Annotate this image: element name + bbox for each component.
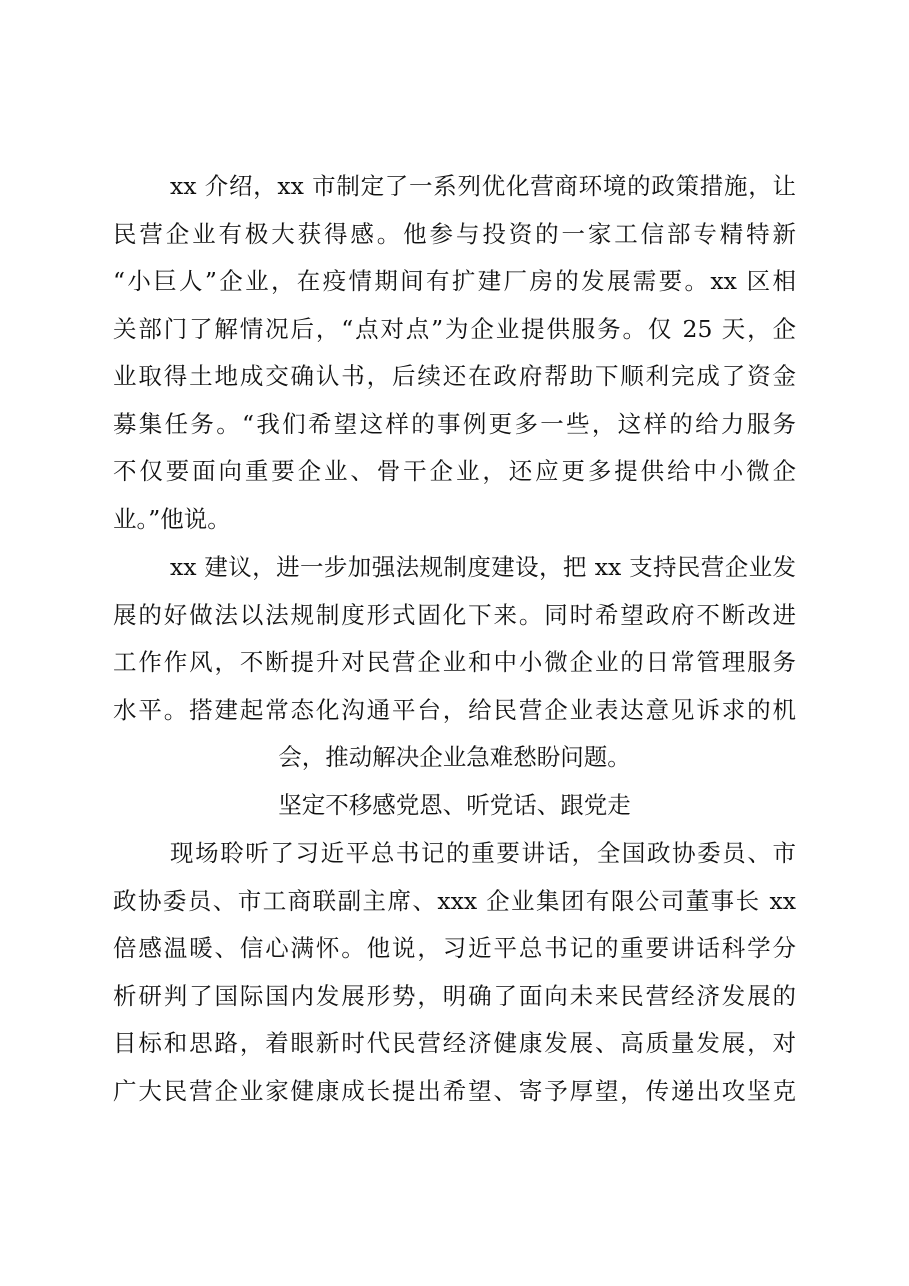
paragraph-3-line-2: 政协委员、市工商联副主席、xxx 企业集团有限公司董事长 xx bbox=[113, 887, 796, 915]
paragraph-1-line-6: 募集任务。“我们希望这样的事例更多一些，这样的给力服务 bbox=[113, 410, 796, 438]
paragraph-1-line-2: 民营企业有极大获得感。他参与投资的一家工信部专精特新 bbox=[113, 220, 796, 248]
paragraph-3-line-1: 现场聆听了习近平总书记的重要讲话，全国政协委员、市 bbox=[170, 839, 796, 867]
paragraph-3-line-3: 倍感温暖、信心满怀。他说，习近平总书记的重要讲话科学分 bbox=[113, 934, 796, 962]
paragraph-2-line-5: 会，推动解决企业急难愁盼问题。 bbox=[278, 743, 631, 771]
paragraph-2-line-4: 水平。搭建起常态化沟通平台，给民营企业表达意见诉求的机 bbox=[113, 696, 796, 724]
paragraph-2-line-3: 工作作风，不断提升对民营企业和中小微企业的日常管理服务 bbox=[113, 648, 796, 676]
paragraph-1-line-5: 业取得土地成交确认书，后续还在政府帮助下顺利完成了资金 bbox=[113, 362, 796, 390]
paragraph-1-line-1: xx 介绍，xx 市制定了一系列优化营商环境的政策措施，让 bbox=[170, 172, 796, 200]
paragraph-1-line-7: 不仅要面向重要企业、骨干企业，还应更多提供给中小微企 bbox=[113, 457, 796, 485]
paragraph-1-line-8: 业。”他说。 bbox=[113, 505, 231, 533]
paragraph-2-line-2: 展的好做法以法规制度形式固化下来。同时希望政府不断改进 bbox=[113, 601, 796, 629]
paragraph-3-line-5: 目标和思路，着眼新时代民营经济健康发展、高质量发展，对 bbox=[113, 1029, 796, 1057]
paragraph-3-line-4: 析研判了国际国内发展形势，明确了面向未来民营经济发展的 bbox=[113, 982, 796, 1010]
paragraph-3-line-6: 广大民营企业家健康成长提出希望、寄予厚望，传递出攻坚克 bbox=[113, 1077, 796, 1105]
paragraph-1-line-3: “小巨人”企业，在疫情期间有扩建厂房的发展需要。xx 区相 bbox=[113, 267, 796, 295]
paragraph-1-line-4: 关部门了解情况后，“点对点”为企业提供服务。仅 25 天，企 bbox=[113, 315, 796, 343]
section-heading: 坚定不移感党恩、听党话、跟党走 bbox=[278, 791, 631, 819]
paragraph-2-line-1: xx 建议，进一步加强法规制度建设，把 xx 支持民营企业发 bbox=[170, 553, 797, 581]
